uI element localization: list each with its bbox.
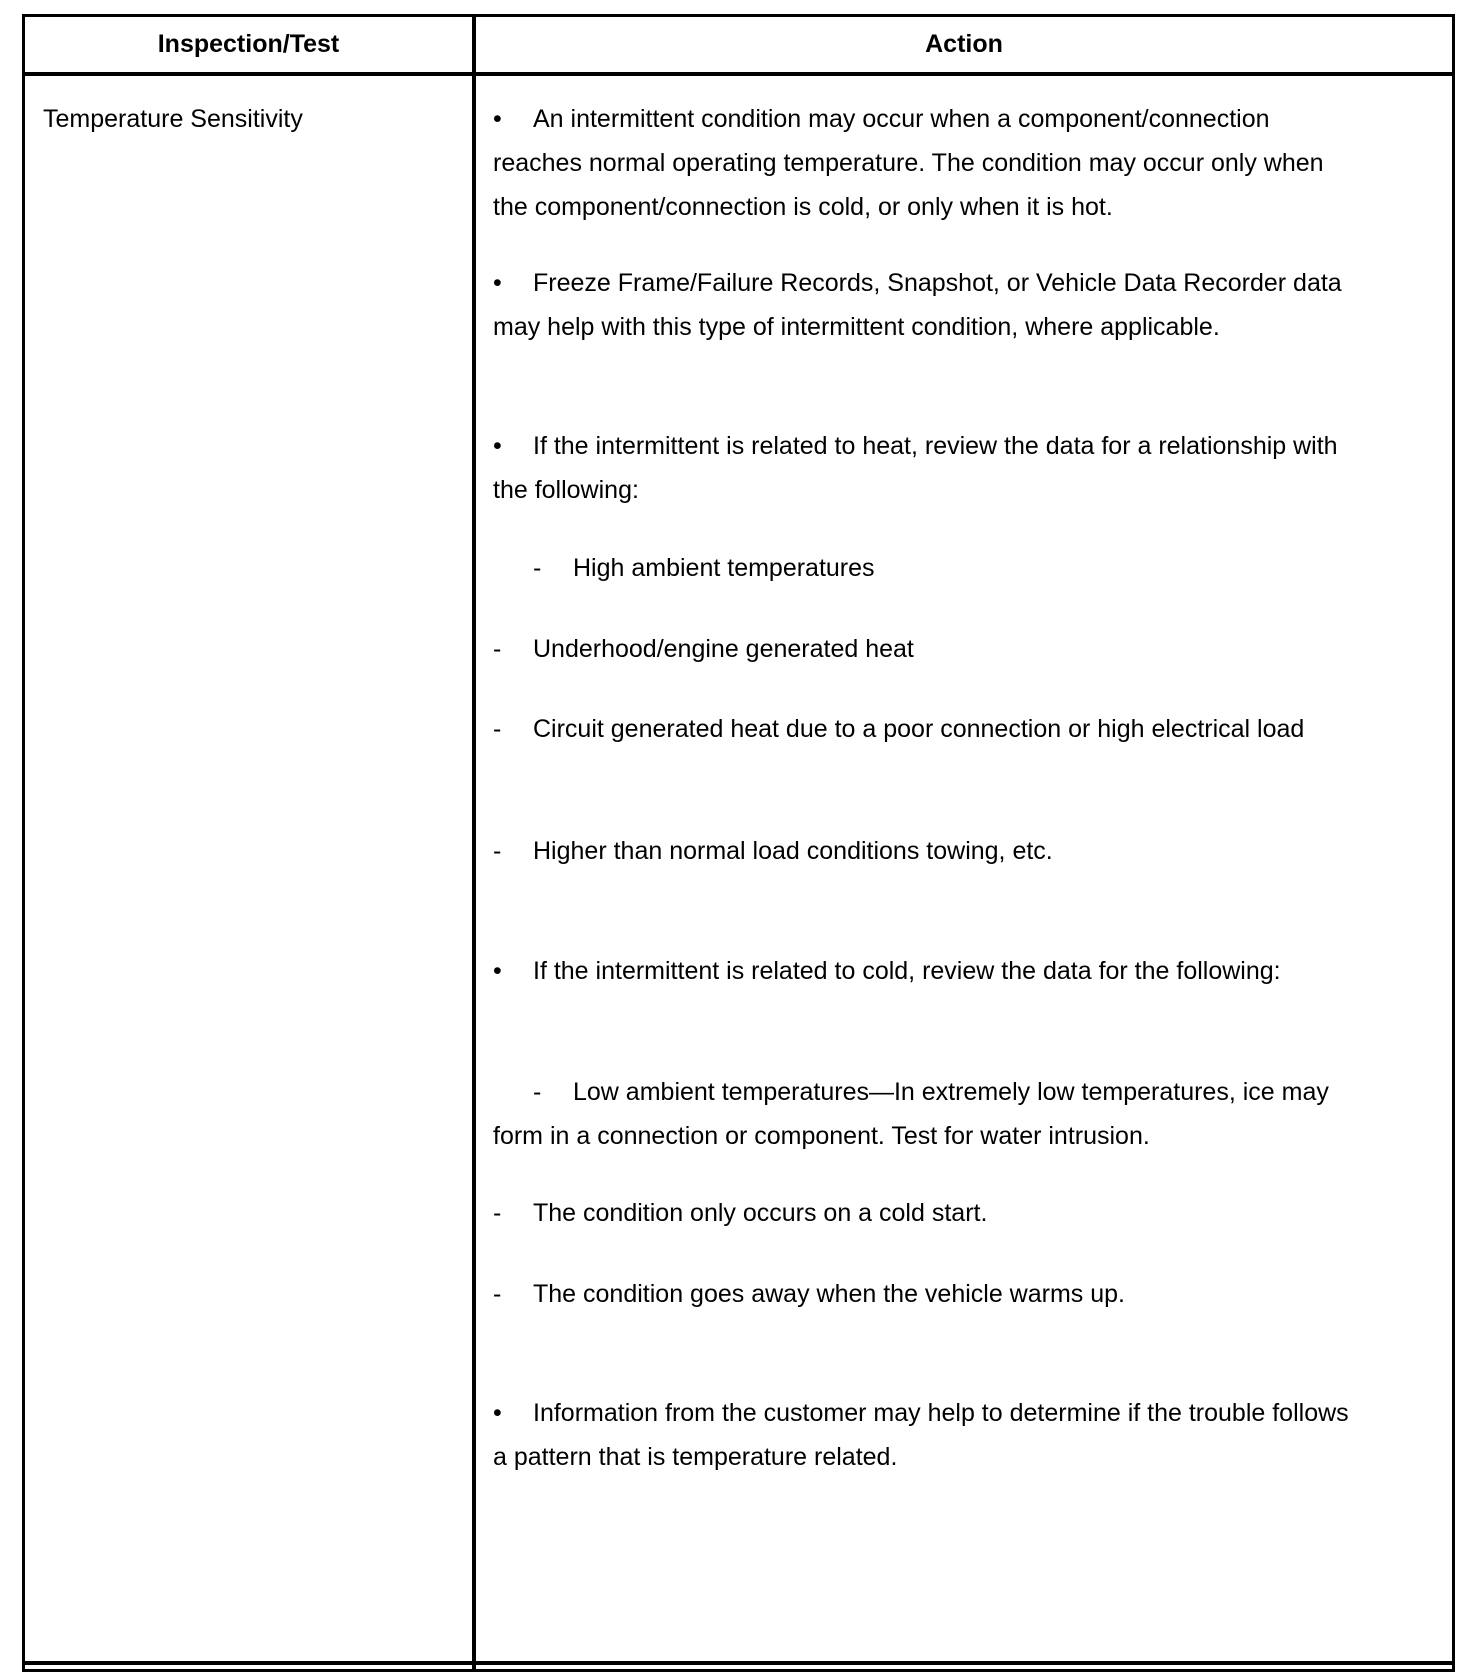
- column-divider: [472, 17, 476, 1669]
- bullet-marker: •: [493, 105, 502, 133]
- bullet-marker: •: [493, 1399, 502, 1427]
- dash-marker: -: [493, 1199, 502, 1227]
- bullet-marker: •: [493, 269, 502, 297]
- action-text: The condition only occurs on a cold start.: [533, 1199, 988, 1227]
- dash-marker: -: [493, 715, 502, 743]
- action-item: [493, 949, 1353, 993]
- sub-item: [493, 1272, 1353, 1316]
- action-text: Higher than normal load conditions towing, etc.: [533, 837, 1053, 865]
- dash-marker: -: [533, 1078, 542, 1106]
- action-text: An intermittent condition may occur when a component/connection reaches normal operating temperature. The condition may occur only when the component/connection is cold, or only when it is hot.: [493, 105, 1324, 221]
- action-item: [493, 97, 1353, 229]
- inspection-cell: Temperature Sensitivity: [43, 105, 303, 133]
- bullet-marker: •: [493, 432, 502, 460]
- sub-item: [493, 1191, 1353, 1235]
- action-text: Freeze Frame/Failure Records, Snapshot, or Vehicle Data Recorder data may help with this type of intermittent condition, where applicable.: [493, 269, 1342, 341]
- header-inspection-test: Inspection/Test: [157, 30, 340, 58]
- sub-item: [493, 627, 1353, 671]
- dash-marker: -: [493, 635, 502, 663]
- action-text: If the intermittent is related to heat, review the data for a relationship with the following:: [493, 432, 1338, 504]
- sub-item: [493, 1070, 1353, 1158]
- header-divider: [25, 72, 1452, 76]
- action-text: The condition goes away when the vehicle warms up.: [533, 1280, 1125, 1308]
- dash-marker: -: [493, 837, 502, 865]
- action-text: High ambient temperatures: [573, 554, 875, 582]
- inspection-table: [22, 14, 1455, 1672]
- dash-marker: -: [493, 1280, 502, 1308]
- dash-marker: -: [533, 554, 542, 582]
- bullet-marker: •: [493, 957, 502, 985]
- header-action: Action: [925, 30, 1003, 58]
- action-item: [493, 424, 1353, 512]
- action-text: Information from the customer may help to determine if the trouble follows a pattern that is temperature related.: [493, 1399, 1349, 1471]
- action-text: Circuit generated heat due to a poor connection or high electrical load: [533, 715, 1305, 743]
- action-item: [493, 261, 1353, 349]
- action-item: [493, 1391, 1353, 1479]
- action-text: If the intermittent is related to cold, review the data for the following:: [533, 957, 1281, 985]
- bottom-divider: [25, 1661, 1452, 1665]
- sub-item: [493, 829, 1353, 873]
- action-text: Underhood/engine generated heat: [533, 635, 914, 663]
- action-text: Low ambient temperatures—In extremely low temperatures, ice may form in a connection or component. Test for water intrusion.: [493, 1078, 1329, 1150]
- sub-item: [493, 707, 1353, 751]
- sub-item: [493, 546, 1353, 590]
